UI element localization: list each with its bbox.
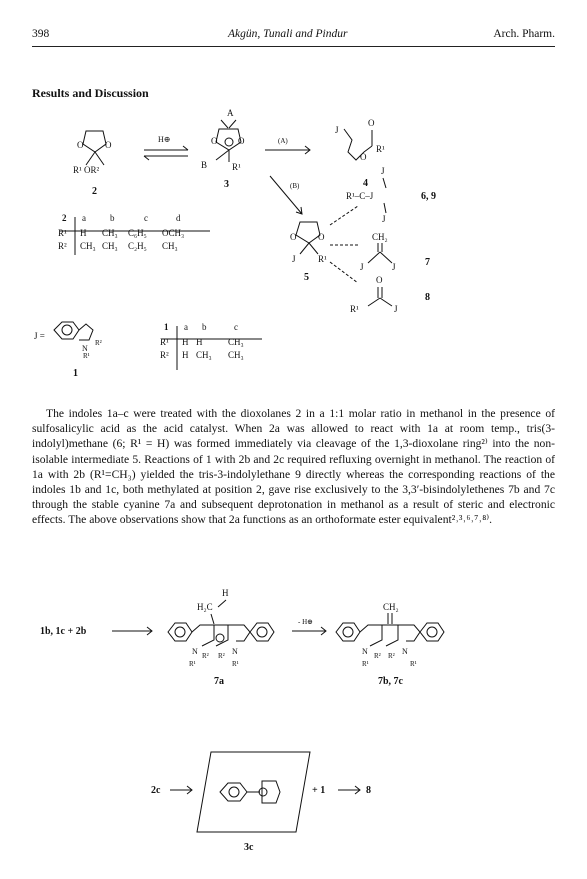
svg-text:O: O [238,136,245,146]
compound-label-2: 2 [92,186,97,197]
route-a-arrow [265,137,310,154]
journal-name: Arch. Pharm. [493,28,555,40]
reactants-label: 1b, 1c + 2b [40,626,87,637]
dioxolenium-3c-structure [220,781,280,803]
compound-label-8: 8 [425,292,430,303]
svg-text:R¹: R¹ [189,660,196,668]
svg-text:O: O [77,140,84,150]
svg-text:J: J [360,262,364,272]
svg-text:J: J [335,125,339,135]
product-8-label: 8 [366,785,371,796]
compound-label-7: 7 [425,257,430,268]
compound-label-3c: 3c [244,842,254,853]
compound-label-5: 5 [304,272,309,283]
cyanine-7a-structure [168,588,274,687]
svg-text:H₂C: H₂C [197,602,213,612]
svg-text:J: J [382,214,386,224]
compound-4-structure [335,118,385,189]
dioxolenium-3-structure [201,108,245,190]
compound-label-7a: 7a [214,676,224,687]
product-arrows [330,206,358,283]
svg-text:R¹: R¹ [350,304,359,314]
svg-text:R¹: R¹ [410,660,417,668]
reaction-scheme-2 [0,580,587,879]
reaction-arrow [338,786,360,794]
svg-text:R²: R² [218,652,225,660]
intermediate-5-structure [290,222,327,283]
acid-label: H⊕ [158,135,171,144]
svg-text:R¹: R¹ [318,254,327,264]
svg-text:O: O [318,232,325,242]
svg-text:R¹: R¹ [362,660,369,668]
svg-text:N: N [402,647,408,656]
compound-label-3: 3 [224,179,229,190]
paragraph-text: The indoles 1a–c were treated with the dioxolanes 2 in a 1:1 molar ratio in methanol in the presence of sulfosalicylic acid as the acid catalyst. When 2a was allowed to react with 1a at room temp., tris(3-indolyl)methane (6; R¹ = H) was formed immediately via cleavage of the 1,3-dioxolane ring²⁾ into the non-isolable intermediate 5. Reactions of 1 with 2b and 2c required refluxing overnight in methanol. The reaction of 1a with 2b (R¹=CH₃) yielded the tris-3-indolylethane 9 directly whereas the corresponding reactions of the indoles 1b and 1c, both methylated at position 2, gave rise exclusively to the 3,3′-bisindolylethenes 7b and 7c through the stable cyanine 7a and subsequent deprotonation in methanol as a result of steric and electronic effects. The above observations show that 2a functions as an orthoformate ester equivalent²˒³˒⁶˒⁷˒⁸⁾. [32,407,555,527]
page-number: 398 [32,28,50,40]
reaction-scheme-1 [0,0,587,400]
substituent-label: R¹ [232,162,241,172]
svg-text:N: N [192,647,198,656]
dioxolane-2-structure [73,131,112,197]
discussion-paragraph [32,406,555,528]
reaction-arrow [112,627,152,635]
deprotonation-arrow [292,627,326,635]
svg-text:R¹: R¹ [232,660,239,668]
svg-text:J: J [292,254,296,264]
j-definition-label: J = [34,331,45,341]
svg-text:O: O [368,118,375,128]
svg-text:O: O [211,136,218,146]
svg-text:N: N [232,647,238,656]
svg-text:O: O [360,152,367,162]
svg-text:H: H [222,588,229,598]
svg-text:O: O [376,275,383,285]
compound-label-6-9: 6, 9 [421,191,436,202]
svg-text:N: N [82,344,88,353]
svg-text:J: J [381,166,385,176]
svg-text:R²: R² [202,652,209,660]
indole-j-structure [34,322,102,379]
label-b: B [201,160,208,170]
svg-text:CH₂: CH₂ [383,602,399,612]
svg-text:N: N [362,647,368,656]
svg-text:J: J [392,262,396,272]
ethene-7bc-structure [336,602,444,687]
author-line: Akgün, Tunali and Pindur [228,28,348,40]
reactant-2c-label: 2c [151,785,161,796]
reaction-arrow [170,786,192,794]
svg-text:R¹–C–J: R¹–C–J [346,191,374,201]
route-a-label: (A) [278,137,288,145]
svg-text:R²: R² [388,652,395,660]
compound-label-1: 1 [73,368,78,379]
compound-label-7bc: 7b, 7c [378,676,403,687]
svg-text:O: O [105,140,112,150]
compound-label-4: 4 [363,178,368,189]
plus-indole-label: + 1 [312,785,326,796]
svg-text:R²: R² [95,339,102,347]
svg-text:R²: R² [374,652,381,660]
route-b-arrow [270,176,302,214]
deprotonation-label: - H⊕ [298,618,314,626]
equilibrium-arrows [144,135,188,160]
product-7-structure [360,232,430,272]
svg-text:R¹: R¹ [83,352,90,360]
svg-text:CH₂: CH₂ [372,232,388,242]
svg-text:O: O [290,232,297,242]
svg-text:R¹: R¹ [376,144,385,154]
product-6-9-structure [346,166,436,224]
product-8-structure [350,275,430,314]
substituent-label: R¹ OR² [73,165,100,175]
section-title: Results and Discussion [32,86,149,100]
label-a: A [227,108,234,118]
table-compound-1 [162,326,262,370]
svg-text:J: J [394,304,398,314]
route-b-label: (B) [290,182,300,190]
